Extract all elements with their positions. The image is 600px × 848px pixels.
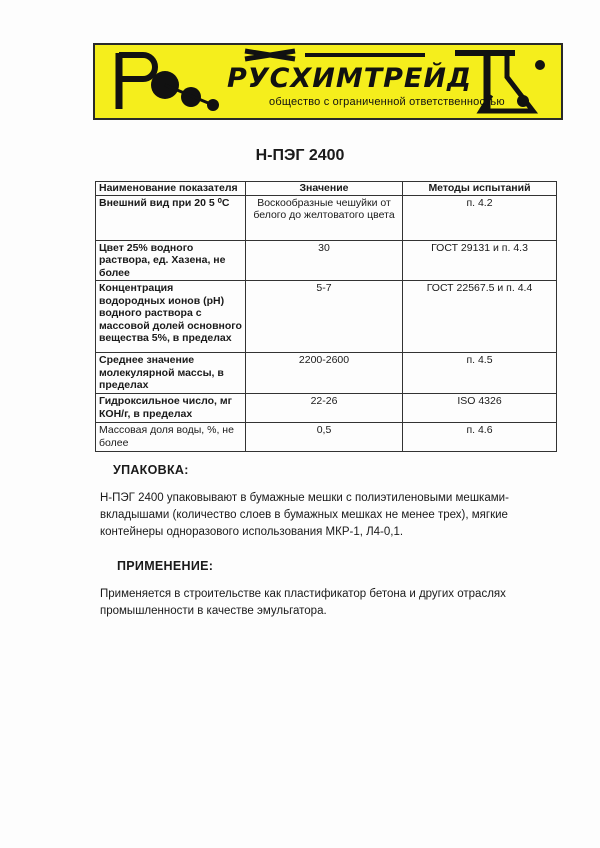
packaging-heading: УПАКОВКА:: [113, 463, 189, 477]
header-parameter: Наименование показателя: [96, 182, 246, 196]
table-row: [96, 240, 557, 281]
row-value: 30: [246, 240, 403, 281]
table-row: [96, 195, 557, 240]
row-method: ГОСТ 29131 и п. 4.3: [403, 240, 557, 281]
specification-table: [95, 181, 557, 452]
row-value: Воскообразные чешуйки от белого до желтоватого цвета: [246, 195, 403, 240]
row-method: ГОСТ 22567.5 и п. 4.4: [403, 281, 557, 353]
logo-company-name: РУСХИМТРЕЙД: [227, 63, 472, 94]
row-method: п. 4.5: [403, 353, 557, 394]
row-value: 0,5: [246, 423, 403, 452]
packaging-text: Н-ПЭГ 2400 упаковывают в бумажные мешки с полиэтиленовыми мешками-вкладышами (количество слоев в бумажных мешках не менее трех), мягкие контейнеры одноразового использования МКР-1, Л4-0,1.: [100, 492, 509, 538]
table-header-row: [96, 182, 557, 196]
row-parameter: Концентрация водородных ионов (рН) водного раствора с массовой долей основного вещества 5%, в пределах: [96, 281, 246, 353]
table-row: [96, 281, 557, 353]
table-row: [96, 353, 557, 394]
header-method: Методы испытаний: [403, 182, 557, 196]
row-parameter: Цвет 25% водного раствора, ед. Хазена, не более: [96, 240, 246, 281]
document-title: Н-ПЭГ 2400: [255, 147, 345, 164]
company-logo: [93, 43, 563, 120]
row-value: 5-7: [246, 281, 403, 353]
row-parameter: Гидроксильное число, мг КОН/г, в пределах: [96, 394, 246, 423]
row-value: 22-26: [246, 394, 403, 423]
row-method: п. 4.2: [403, 195, 557, 240]
logo-subtitle: общество с ограниченной ответственностью: [269, 96, 505, 108]
row-parameter: Массовая доля воды, %, не более: [96, 423, 246, 452]
row-parameter: Среднее значение молекулярной массы, в пределах: [96, 353, 246, 394]
row-method: п. 4.6: [403, 423, 557, 452]
application-heading: ПРИМЕНЕНИЕ:: [117, 559, 214, 573]
table-row: [96, 394, 557, 423]
row-parameter: Внешний вид при 20 5 ⁰С: [96, 195, 246, 240]
application-text: Применяется в строительстве как пластификатор бетона и других отраслях промышленности в качестве эмульгатора.: [100, 588, 506, 617]
table-row: [96, 423, 557, 452]
header-value: Значение: [246, 182, 403, 196]
row-value: 2200-2600: [246, 353, 403, 394]
row-method: ISO 4326: [403, 394, 557, 423]
